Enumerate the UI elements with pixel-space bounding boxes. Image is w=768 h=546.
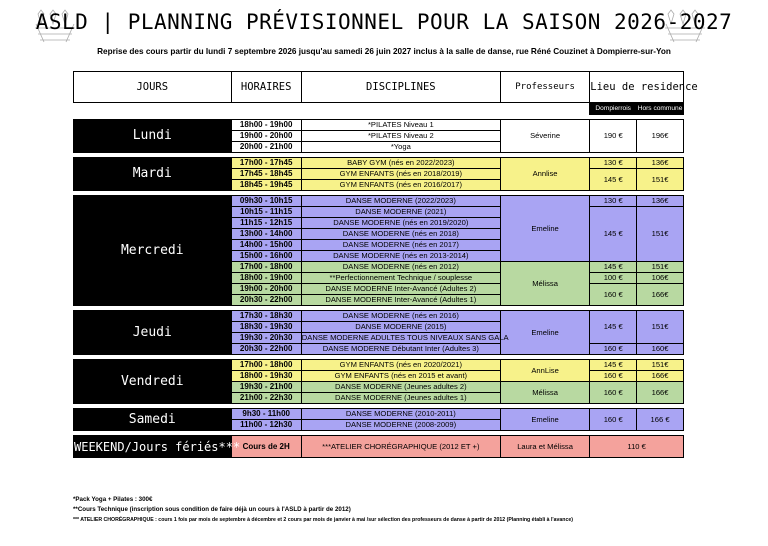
day-weekend: WEEKEND/Jours fériés*** xyxy=(74,436,232,458)
table-row: Vendredi 17h00 - 18h00 GYM ENFANTS (nés en 2020/2021) AnnLise 145 € 151€ xyxy=(74,360,684,371)
prof-cell: Emeline xyxy=(500,196,589,262)
prof-cell: Emeline xyxy=(500,311,589,355)
table-row: 18h00 - 19h30 GYM ENFANTS (nés en 2015 et avant) 160 € 166€ xyxy=(74,371,684,382)
prof-cell: Emeline xyxy=(500,409,589,431)
table-row: Mardi 17h00 - 17h45 BABY GYM (nés en 2022/2023) Annlise 130 € 136€ xyxy=(74,158,684,169)
header-hors-commune: Hors commune xyxy=(637,103,684,115)
table-row: 19h00 - 20h00 *PILATES Niveau 2 xyxy=(74,131,684,142)
table-row: 17h45 - 18h45 GYM ENFANTS (nés en 2018/2019) 145 € 151€ xyxy=(74,169,684,180)
table-row: 19h30 - 20h30 DANSE MODERNE ADULTES TOUS NIVEAUX SANS GALA xyxy=(74,333,684,344)
table-row: 20h30 - 22h00 DANSE MODERNE Débutant Inter (Adultes 3) 160 € 160€ xyxy=(74,344,684,355)
footnote: *** ATELIER CHORÉGRAPHIQUE : cours 1 fois par mois de septembre à décembre et 2 cours par mois de janvier à mai /sur sélection des professeurs de danse à partir de 2012 (Planning établi à l'avance) xyxy=(73,517,573,523)
prof-cell: Annlise xyxy=(500,158,589,191)
prof-cell: AnnLise xyxy=(500,360,589,382)
table-row: Samedi 9h30 - 11h00 DANSE MODERNE (2010-2011) Emeline 160 € 166 € xyxy=(74,409,684,420)
footnote: **Cours Technique (inscription sous condition de faire déjà un cours à l'ASLD à partir de 2012) xyxy=(73,506,351,513)
table-row: 21h00 - 22h30 DANSE MODERNE (Jeunes adultes 1) xyxy=(74,393,684,404)
header-disciplines: DISCIPLINES xyxy=(301,72,500,103)
header-row xyxy=(74,72,684,103)
table-row: 13h00 - 14h00 DANSE MODERNE (nés en 2018) xyxy=(74,229,684,240)
table-row: 10h15 - 11h15 DANSE MODERNE (2021) 145 € 151€ xyxy=(74,207,684,218)
footnote: *Pack Yoga + Pilates : 300€ xyxy=(73,496,153,503)
page-title: ASLD | PLANNING PRÉVISIONNEL POUR LA SAISON 2026-2027 xyxy=(35,10,733,34)
day-mardi: Mardi xyxy=(74,158,232,191)
table-row: 19h30 - 21h00 DANSE MODERNE (Jeunes adultes 2) Mélissa 160 € 166€ xyxy=(74,382,684,393)
table-row: 15h00 - 16h00 DANSE MODERNE (nés en 2013-2014) xyxy=(74,251,684,262)
table-row: 18h00 - 19h00 **Perfectionnement Technique / souplesse 100 € 106€ xyxy=(74,273,684,284)
table-row: 18h45 - 19h45 GYM ENFANTS (nés en 2016/2017) xyxy=(74,180,684,191)
prof-cell: Laura et Mélissa xyxy=(500,436,589,458)
day-vendredi: Vendredi xyxy=(74,360,232,404)
table-row: Lundi 18h00 - 19h00 *PILATES Niveau 1 Séverine 190 € 196€ xyxy=(74,120,684,131)
table-row: 18h30 - 19h30 DANSE MODERNE (2015) xyxy=(74,322,684,333)
day-lundi: Lundi xyxy=(74,120,232,153)
header-dompierrois: Dompierrois xyxy=(590,103,637,115)
table-row: 14h00 - 15h00 DANSE MODERNE (nés en 2017) xyxy=(74,240,684,251)
table-row: Jeudi 17h30 - 18h30 DANSE MODERNE (nés en 2016) Emeline 145 € 151€ xyxy=(74,311,684,322)
table-row: 11h00 - 12h30 DANSE MODERNE (2008-2009) xyxy=(74,420,684,431)
prof-cell: Mélissa xyxy=(500,262,589,306)
table-row: 17h00 - 18h00 DANSE MODERNE (nés en 2012) Mélissa 145 € 151€ xyxy=(74,262,684,273)
prof-cell: Mélissa xyxy=(500,382,589,404)
table-row: WEEKEND/Jours fériés*** Cours de 2H ***ATELIER CHORÉGRAPHIQUE (2012 ET +) Laura et Mélissa 110 € xyxy=(74,436,684,458)
schedule-table xyxy=(73,71,698,458)
table-row: 11h15 - 12h15 DANSE MODERNE (nés en 2019/2020) xyxy=(74,218,684,229)
header-professeurs: Professeurs xyxy=(500,72,589,103)
day-samedi: Samedi xyxy=(74,409,232,431)
subheader-row xyxy=(74,103,684,115)
table-row: 20h30 - 22h00 DANSE MODERNE Inter-Avancé (Adultes 1) xyxy=(74,295,684,306)
table-row: 20h00 - 21h00 *Yoga xyxy=(74,142,684,153)
table-row: Mercredi 09h30 - 10h15 DANSE MODERNE (2022/2023) Emeline 130 € 136€ xyxy=(74,196,684,207)
day-mercredi: Mercredi xyxy=(74,196,232,306)
header-jours: JOURS xyxy=(74,72,232,103)
footnotes xyxy=(73,495,763,525)
day-jeudi: Jeudi xyxy=(74,311,232,355)
prof-cell: Séverine xyxy=(500,120,589,153)
page-subtitle: Reprise des cours partir du lundi 7 septembre 2026 jusqu'au samedi 26 juin 2027 inclus à la salle de danse, rue Réné Couzinet à Dompierre-sur-Yon xyxy=(97,47,671,56)
header-horaires: HORAIRES xyxy=(231,72,301,103)
header-lieu: Lieu de residence xyxy=(590,72,684,103)
table-row: 19h00 - 20h00 DANSE MODERNE Inter-Avancé (Adultes 2) 160 € 166€ xyxy=(74,284,684,295)
